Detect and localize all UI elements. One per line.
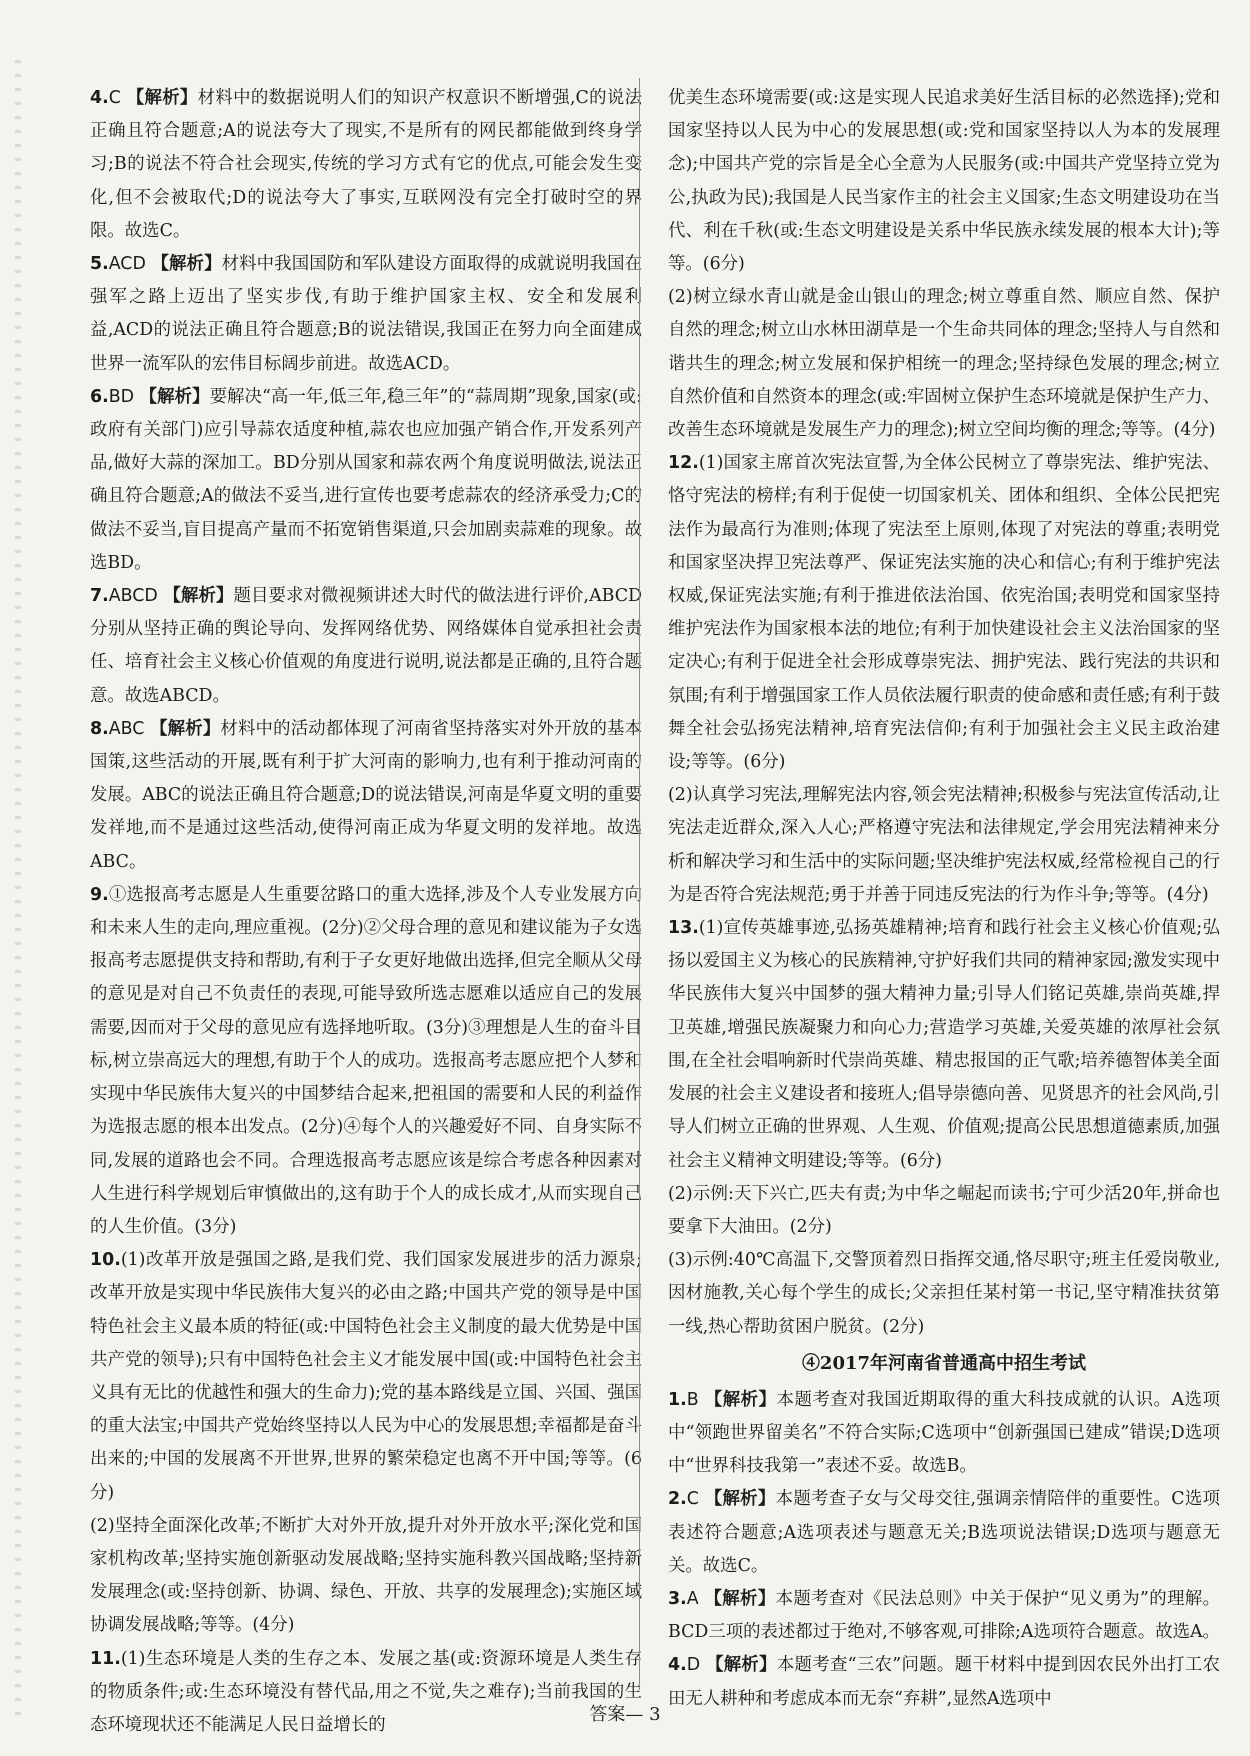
item-text: 要解决“高一年,低三年,稳三年”的“蒜周期”现象,国家(或:政府有关部门)应引导蒜农适度种植,蒜农也应加强产销合作,开发系列产品,做好大蒜的深加工。BD分别从国家和蒜农两个角度说明做法,说法正确且符合题意;A的做法不妥当,进行宣传也要考虑蒜农的经济承受力;C的做法不妥当,盲目提高产量而不拓宽销售渠道,只会加剧卖蒜难的现象。故选BD。 [90,386,642,573]
item-answer: A [686,1588,699,1609]
item-number: 5. [90,254,109,275]
item-answer: D [686,1655,701,1676]
item-number: 8. [90,718,109,739]
sub-answer: (3)示例:40℃高温下,交警顶着烈日指挥交通,恪尽职守;班主任爱岗敬业,因材施教,关心每个学生的成长;父亲担任某村第一书记,坚守精准扶贫第一线,热心帮助贫困户脱贫。(2分) [668,1250,1220,1337]
answer-item [668,82,1220,281]
answer-item [90,713,642,879]
analysis-tag: 【解析】 [139,386,210,407]
item-answer: B [686,1389,699,1410]
sub-answer: (2)坚持全面深化改革;不断扩大对外开放,提升对外开放水平;深化党和国家机构改革;坚持实施创新驱动发展战略;坚持实施科教兴国战略;坚持新发展理念(或:坚持创新、协调、绿色、开放、共享的发展理念);实施区域协调发展战略;等等。(4分) [90,1515,642,1636]
item-answer: ABCD [108,586,158,607]
answer-item [90,248,642,381]
analysis-tag: 【解析】 [150,718,221,739]
item-text: (1)生态环境是人类的生存之本、发展之基(或:资源环境是人类生存的物质条件;或:生态环境没有替代品,用之不觉,失之难存);当前我国的生态环境现状还不能满足人民日益增长的 [90,1648,642,1735]
item-number: 4. [668,1655,687,1676]
answer-item [90,1643,642,1743]
sub-answer: (2)认真学习宪法,理解宪法内容,领会宪法精神;积极参与宪法宣传活动,让宪法走近群众,深入人心;严格遵守宪法和法律规定,学会用宪法精神来分析和解决学习和生活中的实际问题;坚决维护宪法权威,经常检视自己的行为是否符合宪法规范;勇于并善于同违反宪法的行为作斗争;等等。(4分) [668,785,1220,905]
left-column [90,82,642,1742]
analysis-tag: 【解析】 [704,1588,776,1609]
analysis-tag: 【解析】 [704,1389,777,1410]
item-text: ①选报高考志愿是人生重要岔路口的重大选择,涉及个人专业发展方向和未来人生的走向,理应重视。(2分)②父母合理的意见和建议能为子女选报高考志愿提供支持和帮助,有利于子女更好地做出选择,但完全顺从父母的意见是对自己不负责任的表现,可能导致所选志愿难以适应自己的发展需要,因而对于父母的意见应有选择地听取。(3分)③理想是人生的奋斗目标,树立崇高远大的理想,有助于个人的成功。选报高考志愿应把个人梦和实现中华民族伟大复兴的中国梦结合起来,把祖国的需要和人民的利益作为选报志愿的根本出发点。(2分)④每个人的兴趣爱好不同、自身实际不同,发展的道路也会不同。合理选报高考志愿应该是综合考虑各种因素对人生进行科学规划后审慎做出的,这有助于个人的成长成才,从而实现自己的人生价值。(3分) [90,884,643,1237]
page-number: 答案— 3 [589,1704,661,1725]
analysis-tag: 【解析】 [126,88,198,108]
item-text: 本题考查“三农”问题。题干材料中提到因农民外出打工农田无人耕种和考虑成本而无奈“弃耕”,显然A选项中 [668,1655,1220,1709]
answer-item [668,1384,1220,1484]
item-number: 6. [90,386,109,407]
item-answer: C [686,1489,699,1510]
scan-edge [15,60,21,1720]
item-answer: C [108,88,121,108]
column-divider [639,78,640,1690]
item-number: 1. [668,1389,687,1410]
analysis-tag: 【解析】 [163,586,234,607]
item-text: 本题考查对我国近期取得的重大科技成就的认识。A选项中“领跑世界留美名”不符合实际;C选项中“创新强国已建成”错误;D选项中“世界科技我第一”表述不妥。故选B。 [668,1389,1220,1477]
item-number: 10. [90,1250,121,1271]
answer-item [668,447,1220,779]
right-column [668,82,1220,1716]
item-text: 本题考查子女与父母交往,强调亲情陪伴的重要性。C选项表述符合题意;A选项表述与题意无关;B选项说法错误;D选项与题意无关。故选C。 [668,1489,1220,1576]
item-answer: ABC [108,718,145,739]
answer-item [668,912,1220,1178]
item-answer: ACD [108,254,146,275]
analysis-tag: 【解析】 [151,254,222,275]
item-text: 题目要求对微视频讲述大时代的做法进行评价,ABCD分别从坚持正确的舆论导向、发挥网络优势、网络媒体自觉承担社会责任、培育社会主义核心价值观的角度进行说明,说法都是正确的,且符合题意。故选ABCD。 [90,586,642,706]
answer-item [668,1583,1220,1649]
item-number: 9. [90,884,109,905]
item-text: 材料中的数据说明人们的知识产权意识不断增强,C的说法正确且符合题意;A的说法夸大了现实,不是所有的网民都能做到终身学习;B的说法不符合社会现实,传统的学习方式有它的优点,可能会发生变化,但不会被取代;D的说法夸大了事实,互联网没有完全打破时空的界限。故选C。 [90,88,642,241]
answer-item [90,879,642,1244]
item-number: 13. [668,918,699,939]
answer-item [90,381,642,580]
answer-item [90,1244,642,1510]
item-text: 材料中我国国防和军队建设方面取得的成就说明我国在强军之路上迈出了坚实步伐,有助于维护国家主权、安全和发展利益,ACD的说法正确且符合题意;B的说法错误,我国正在努力向全面建成世界一流军队的宏伟目标阔步前进。故选ACD。 [90,254,642,374]
sub-answer: (2)示例:天下兴亡,匹夫有责;为中华之崛起而读书;宁可少活20年,拼命也要拿下大油田。(2分) [668,1183,1220,1237]
item-number: 4. [90,88,109,108]
item-text: (1)宣传英雄事迹,弘扬英雄精神;培育和践行社会主义核心价值观;弘扬以爱国主义为核心的民族精神,守护好我们共同的精神家园;激发实现中华民族伟大复兴中国梦的强大精神力量;引导人们铭记英雄,崇尚英雄,捍卫英雄,增强民族凝聚力和向心力;营造学习英雄,关爱英雄的浓厚社会氛围,在全社会唱响新时代崇尚英雄、精忠报国的正气歌;培养德智体美全面发展的社会主义建设者和接班人;倡导崇德向善、见贤思齐的社会风尚,引导人们树立正确的世界观、人生观、价值观;提高公民思想道德素质,加强社会主义精神文明建设;等等。(6分) [668,918,1220,1171]
item-text: 本题考查对《民法总则》中关于保护“见义勇为”的理解。BCD三项的表述都过于绝对,不够客观,可排除;A选项符合题意。故选A。 [668,1588,1220,1643]
sub-answer: (2)树立绿水青山就是金山银山的理念;树立尊重自然、顺应自然、保护自然的理念;树立山水林田湖草是一个生命共同体的理念;坚持人与自然和谐共生的理念;树立发展和保护相统一的理念;坚持绿色发展的理念;树立自然价值和自然资本的理念(或:牢固树立保护生态环境就是保护生产力、改善生态环境就是发展生产力的理念);树立空间均衡的理念;等等。(4分) [668,287,1220,441]
analysis-tag: 【解析】 [704,1489,776,1510]
item-answer: BD [108,386,135,407]
answer-item [668,1483,1220,1583]
section-heading: ④2017年河南省普通高中招生考试 [801,1352,1087,1374]
item-text: 优美生态环境需要(或:这是实现人民追求美好生活目标的必然选择);党和国家坚持以人民为中心的发展思想(或:党和国家坚持以人为本的发展理念);中国共产党的宗旨是全心全意为人民服务(或:中国共产党坚持立党为公,执政为民);我国是人民当家作主的社会主义国家;生态文明建设功在当代、利在千秋(或:生态文明建设是关系中华民族永续发展的根本大计);等等。(6分) [668,88,1220,275]
item-number: 12. [668,453,699,474]
item-number: 3. [668,1588,687,1609]
answer-item [90,82,642,248]
answer-item [90,580,642,713]
analysis-tag: 【解析】 [705,1655,777,1676]
item-number: 11. [90,1648,121,1669]
item-text: (1)国家主席首次宪法宣誓,为全体公民树立了尊崇宪法、维护宪法、恪守宪法的榜样;有利于促使一切国家机关、团体和组织、全体公民把宪法作为最高行为准则;体现了宪法至上原则,体现了对宪法的尊重;表明党和国家坚决捍卫宪法尊严、保证宪法实施的决心和信心;有利于维护宪法权威,保证宪法实施;有利于推进依法治国、依宪治国;表明党和国家坚持维护宪法作为国家根本法的地位;有利于加快建设社会主义法治国家的坚定决心;有利于促进全社会形成尊崇宪法、拥护宪法、践行宪法的共识和氛围;有利于增强国家工作人员依法履行职责的使命感和责任感;有利于鼓舞全社会弘扬宪法精神,培育宪法信仰;有利于加强社会主义民主政治建设;等等。(6分) [668,453,1220,773]
item-number: 2. [668,1489,687,1510]
item-number: 7. [90,586,109,607]
item-text: 材料中的活动都体现了河南省坚持落实对外开放的基本国策,这些活动的开展,既有利于扩大河南的影响力,也有利于推动河南的发展。ABC的说法正确且符合题意;D的说法错误,河南是华夏文明的重要发祥地,而不是通过这些活动,使得河南正成为华夏文明的发祥地。故选ABC。 [90,718,642,872]
item-text: (1)改革开放是强国之路,是我们党、我们国家发展进步的活力源泉;改革开放是实现中华民族伟大复兴的必由之路;中国共产党的领导是中国特色社会主义最本质的特征(或:中国特色社会主义制度的最大优势是中国共产党的领导);只有中国特色社会主义才能发展中国(或:中国特色社会主义具有无比的优越性和强大的生命力);党的基本路线是立国、兴国、强国的重大法宝;中国共产党始终坚持以人民为中心的发展思想;幸福都是奋斗出来的;中国的发展离不开世界,世界的繁荣稳定也离不开中国;等等。(6分) [90,1250,642,1503]
